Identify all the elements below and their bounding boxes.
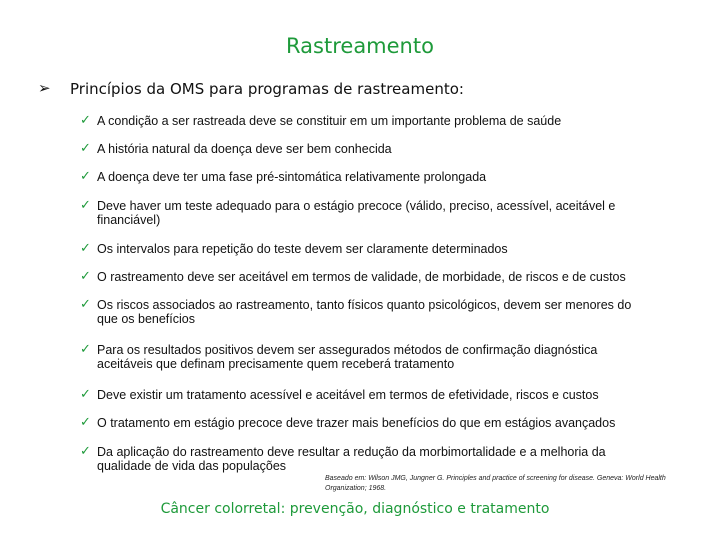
list-item	[80, 114, 685, 128]
list-item-text: A condição a ser rastreada deve se constituir em um importante problema de saúde	[97, 114, 562, 128]
checkmark-icon: ✓	[80, 169, 91, 184]
footer-caption: Câncer colorretal: prevenção, diagnóstico e tratamento	[160, 501, 550, 517]
checkmark-icon: ✓	[80, 241, 91, 256]
checkmark-icon: ✓	[80, 387, 91, 402]
list-item	[80, 142, 685, 156]
list-item	[80, 298, 685, 326]
list-item-text: O rastreamento deve ser aceitável em termos de validade, de morbidade, de riscos e de custos	[97, 270, 626, 284]
list-item-text: Da aplicação do rastreamento deve resultar a redução da morbimortalidade e a melhoria da qualidade de vida das populações	[97, 445, 606, 473]
list-item-text: Para os resultados positivos devem ser assegurados métodos de confirmação diagnóstica aceitáveis que definam precisamente quem receberá tratamento	[97, 343, 598, 371]
list-item	[80, 199, 685, 227]
list-item	[80, 416, 685, 430]
list-item-text: Os riscos associados ao rastreamento, tanto físicos quanto psicológicos, devem ser menores do que os benefícios	[97, 298, 632, 326]
list-item-text: A doença deve ter uma fase pré-sintomática relativamente prolongada	[97, 170, 487, 184]
source-citation: Baseado em: Wilson JMG, Jungner G. Principles and practice of screening for disease. Geneva: World Health Organization; 1968.	[325, 475, 666, 492]
checkmark-icon: ✓	[80, 269, 91, 284]
list-item	[80, 170, 685, 184]
list-item	[80, 270, 685, 284]
list-item-text: Deve existir um tratamento acessível e aceitável em termos de efetividade, riscos e custos	[97, 388, 599, 402]
list-item	[80, 388, 685, 402]
list-item	[80, 343, 685, 371]
main-point: Princípios da OMS para programas de rastreamento:	[70, 80, 464, 98]
slide-title: Rastreamento	[286, 34, 434, 58]
checkmark-icon: ✓	[80, 297, 91, 312]
list-item-text: O tratamento em estágio precoce deve trazer mais benefícios do que em estágios avançados	[97, 416, 616, 430]
list-item-text: Os intervalos para repetição do teste devem ser claramente determinados	[97, 242, 508, 256]
checkmark-icon: ✓	[80, 444, 91, 459]
checkmark-icon: ✓	[80, 198, 91, 213]
list-item-text: Deve haver um teste adequado para o estágio precoce (válido, preciso, acessível, aceitável e financiável)	[97, 199, 616, 227]
checkmark-icon: ✓	[80, 141, 91, 156]
checkmark-icon: ✓	[80, 113, 91, 128]
list-item	[80, 242, 685, 256]
checkmark-icon: ✓	[80, 342, 91, 357]
arrow-bullet-icon: ➢	[38, 79, 51, 97]
list-item-text: A história natural da doença deve ser bem conhecida	[97, 142, 392, 156]
list-item	[80, 445, 685, 473]
checkmark-icon: ✓	[80, 415, 91, 430]
